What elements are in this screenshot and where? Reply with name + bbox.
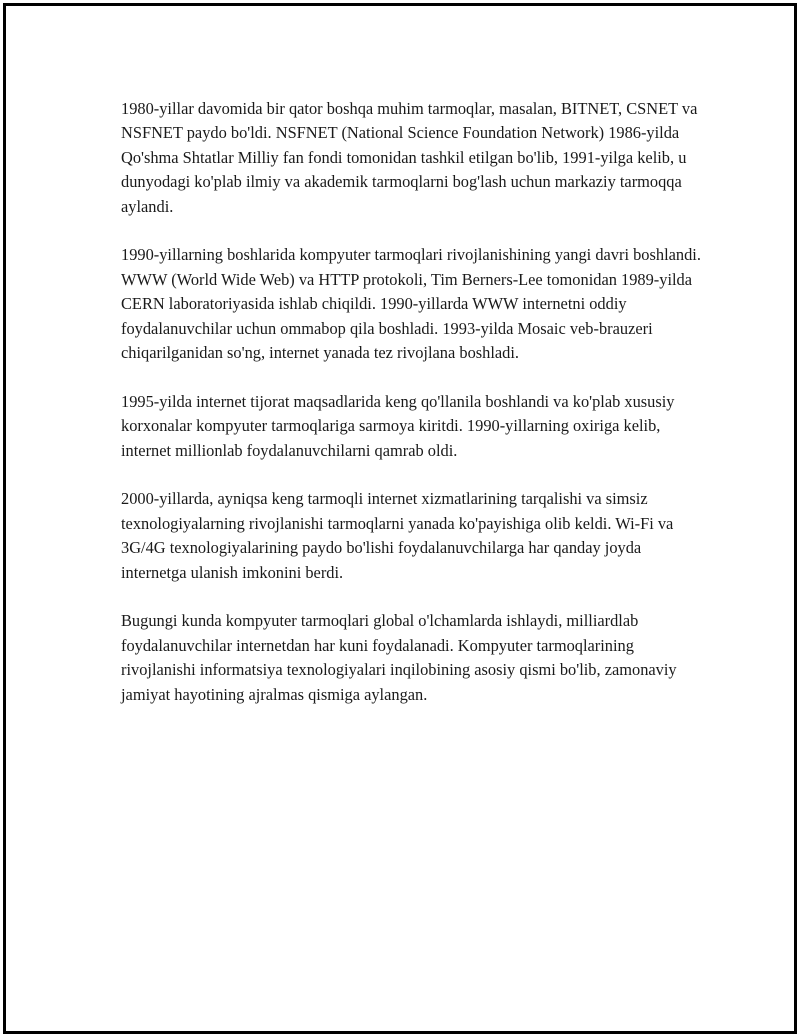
paragraph-2000s-broadband: 2000-yillarda, ayniqsa keng tarmoqli internet xizmatlarining tarqalishi va simsiz texnologiyalarning rivojlanishi tarmoqlarni yanada ko'payishiga olib keldi. Wi-Fi va 3G/4G texnologiyalarining paydo bo'lishi foydalanuvchilarga har qanday joyda internetga ulanish imkonini berdi.	[121, 489, 674, 582]
paragraph-1990s-www: 1990-yillarning boshlarida kompyuter tarmoqlari rivojlanishining yangi davri boshlandi. WWW (World Wide Web) va HTTP protokoli, Tim Berners-Lee tomonidan 1989-yilda CERN laboratoriyasida ishlab chiqildi. 1990-yillarda WWW internetni oddiy foydalanuvchilar uchun ommabop qila boshladi. 1993-yilda Mosaic veb-brauzeri chiqarilganidan so'ng, internet yanada tez rivojlana boshladi.	[121, 245, 701, 363]
page-frame	[3, 3, 797, 1034]
paragraph-today: Bugungi kunda kompyuter tarmoqlari global o'lchamlarda ishlaydi, milliardlab foydalanuvchilar internetdan har kuni foydalanadi. Kompyuter tarmoqlarining rivojlanishi informatsiya texnologiyalari inqilobining asosiy qismi bo'lib, zamonaviy jamiyat hayotining ajralmas qismiga aylangan.	[121, 611, 677, 704]
paragraph-1995-commercial: 1995-yilda internet tijorat maqsadlarida keng qo'llanila boshlandi va ko'plab xususiy korxonalar kompyuter tarmoqlariga sarmoya kiritdi. 1990-yillarning oxiriga kelib, internet millionlab foydalanuvchilarni qamrab oldi.	[121, 391, 675, 460]
paragraph-1980s-networks: 1980-yillar davomida bir qator boshqa muhim tarmoqlar, masalan, BITNET, CSNET va NSFNET paydo bo'ldi. NSFNET (National Science Foundation Network) 1986-yilda Qo'shma Shtatlar Milliy fan fondi tomonidan tashkil etilgan bo'lib, 1991-yilga kelib, u dunyodagi ko'plab ilmiy va akademik tarmoqlarni bog'lash uchun markaziy tarmoqqa aylandi.	[121, 99, 698, 216]
document-body	[121, 97, 701, 731]
